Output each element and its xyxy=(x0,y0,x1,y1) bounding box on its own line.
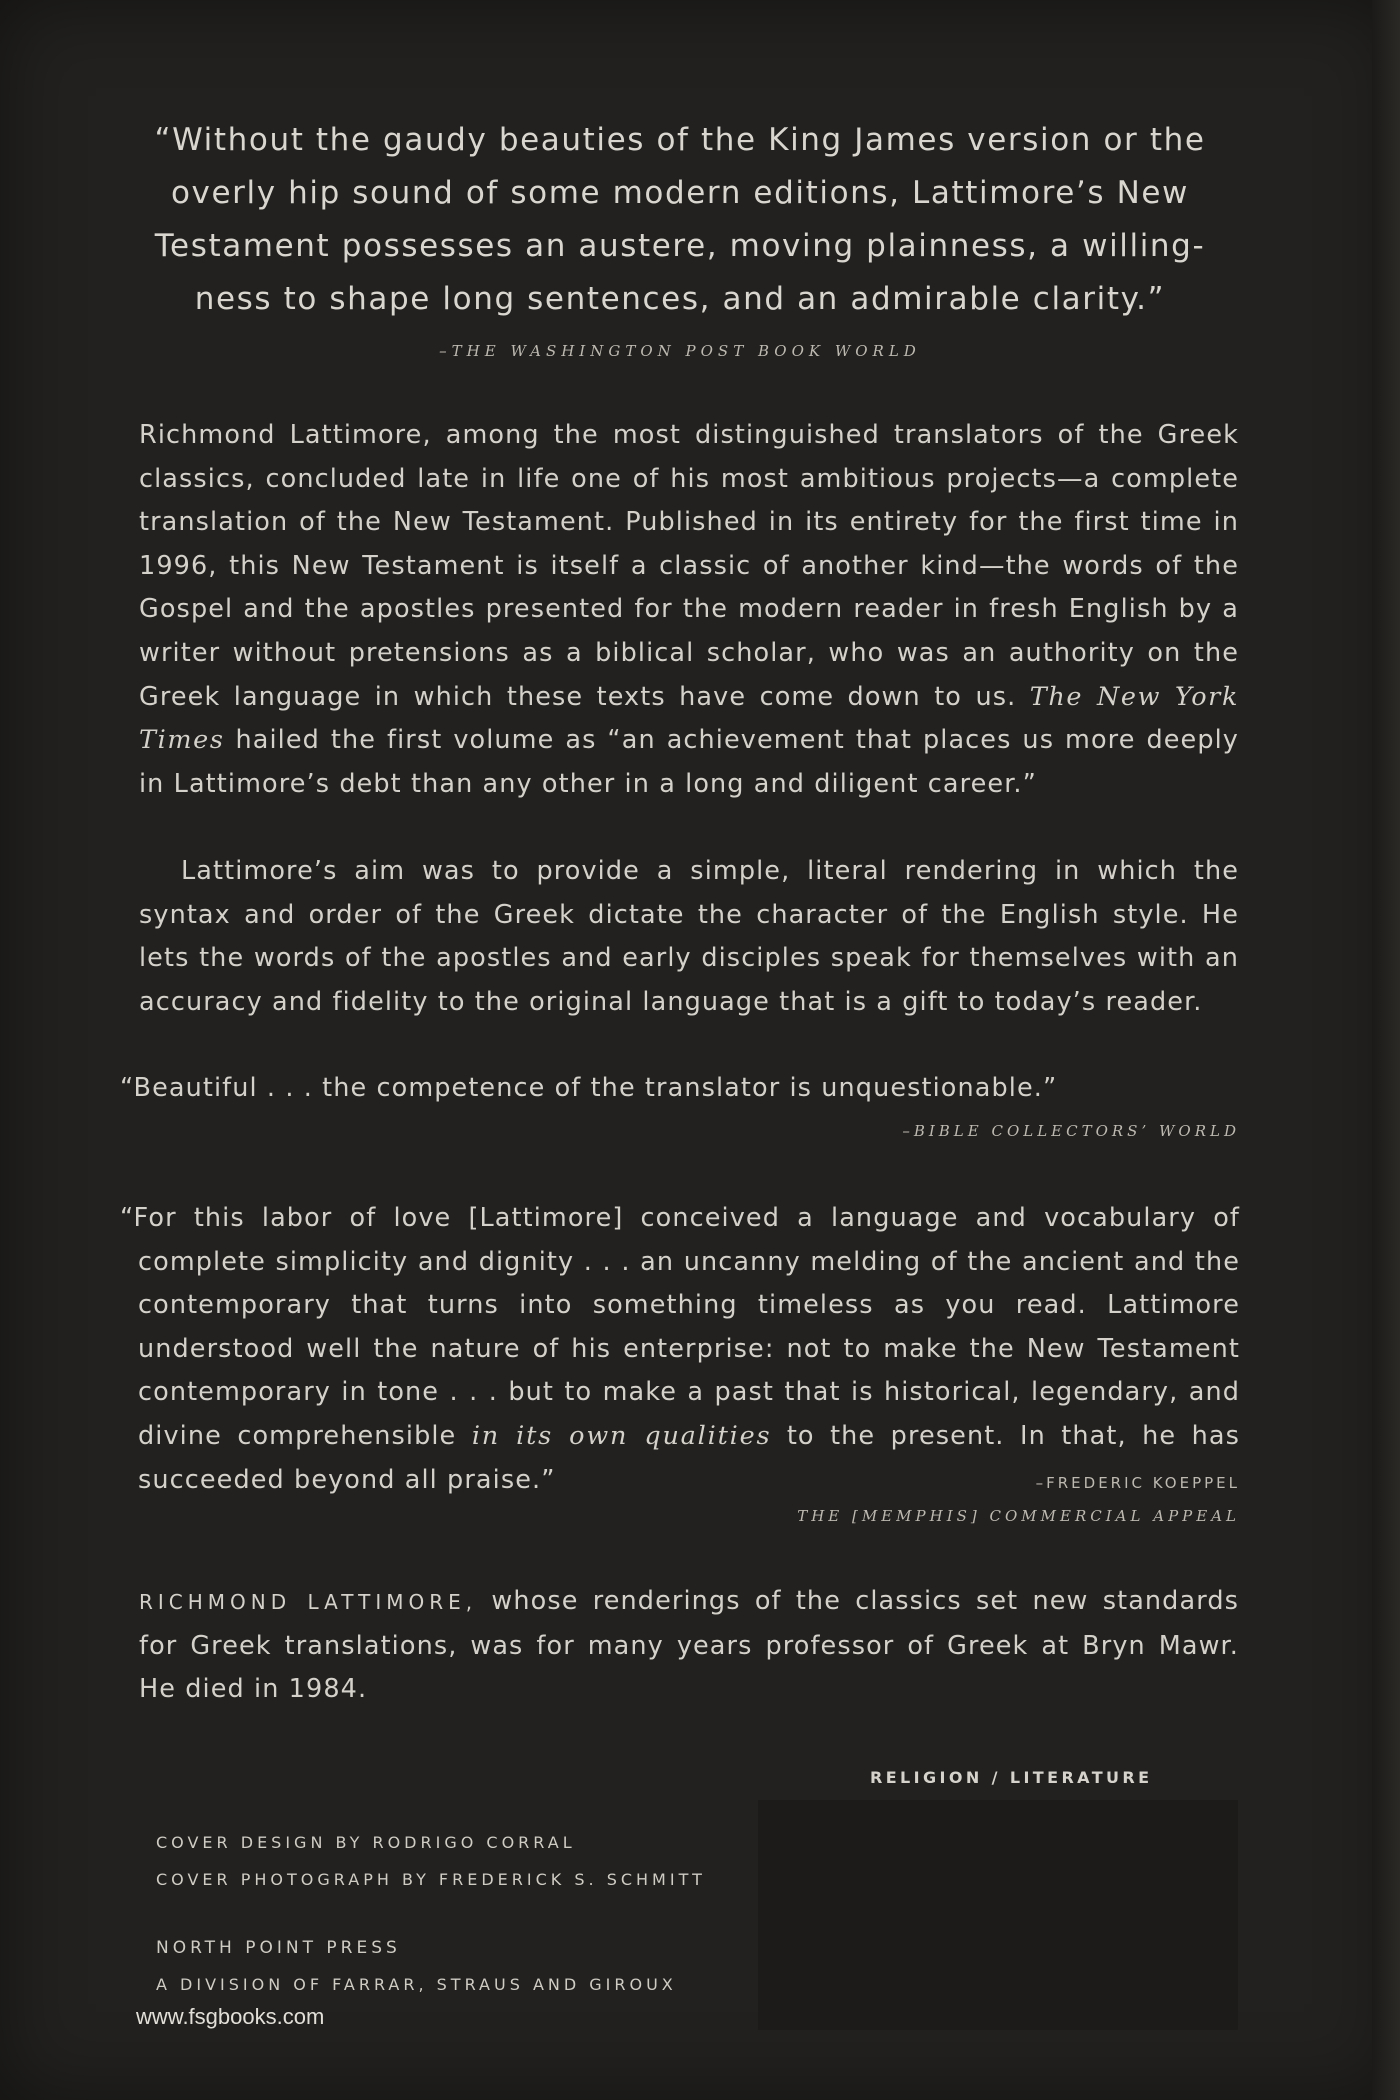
quote-text: “For this labor of love [Lattimore] conceived a language and vocabulary of complete simplicity and dignity . . . an uncanny melding of the ancient and the contemporary that turns into something timeless as you read. Lattimore understood well the nature of his enterprise: not to make the New Testament contemporary in tone . . . but to make a past that is historical, legendary, and divine comprehensible xyxy=(120,1203,1240,1451)
publisher-website[interactable]: www.fsgbooks.com xyxy=(136,2004,325,2029)
quote-line: Testament possesses an austere, moving plainness, a willing- xyxy=(154,228,1206,264)
barcode-area xyxy=(758,1800,1238,2030)
quote-line: “Without the gaudy beauties of the King James version or the xyxy=(154,122,1206,158)
nyt-title: The New York Times xyxy=(139,681,1239,756)
author-bio-text: whose renderings of the classics set new standards for Greek translations, was for many years professor of Greek at Bryn Mawr. He died in 1984. xyxy=(139,1586,1239,1705)
commercial-appeal-attribution: THE [MEMPHIS] COMMERCIAL APPEAL xyxy=(797,1507,1240,1525)
description-paragraph-1 xyxy=(139,414,1239,806)
quote-italic: in its own qualities xyxy=(471,1420,772,1451)
quote-line: overly hip sound of some modern editions, Lattimore’s New xyxy=(170,175,1190,211)
publisher-name: NORTH POINT PRESS xyxy=(156,1938,401,1958)
cover-photo-credit: COVER PHOTOGRAPH BY FREDERICK S. SCHMITT xyxy=(156,1870,706,1889)
bible-collectors-attribution: –BIBLE COLLECTORS’ WORLD xyxy=(902,1122,1240,1140)
description-text: Richmond Lattimore, among the most distinguished translators of the Greek classics, concluded late in life one of his most ambitious projects—a complete translation of the New Testament. Published in its entirety for the first time in 1996, this New Testament is itself a classic of another kind—the words of the Gospel and the apostles presented for the modern reader in fresh English by a writer without pretensions as a biblical scholar, who was an authority on the Greek language in which these texts have come down to us. xyxy=(139,420,1239,712)
author-name: RICHMOND LATTIMORE, xyxy=(139,1590,478,1614)
quote-text: to the present. In that, he has succeeded beyond all praise.” xyxy=(138,1420,1241,1495)
cover-spine-edge xyxy=(1372,0,1400,2100)
category-label: RELIGION / LITERATURE xyxy=(870,1768,1153,1787)
description-paragraph-2: Lattimore’s aim was to provide a simple, literal rendering in which the syntax and order of the Greek dictate the character of the English style. He lets the words of the apostles and early disciples speak for themselves with an accuracy and fidelity to the original language that is a gift to today’s reader. xyxy=(139,856,1239,1017)
quote-line: ness to shape long sentences, and an admirable clarity.” xyxy=(194,281,1166,317)
washington-post-attribution: –THE WASHINGTON POST BOOK WORLD xyxy=(439,342,921,360)
koeppel-attribution: –FREDERIC KOEPPEL xyxy=(1035,1474,1240,1492)
author-bio xyxy=(139,1580,1239,1712)
description-text: hailed the first volume as “an achievement that places us more deeply in Lattimore’s debt than any other in a long and diligent career.” xyxy=(139,725,1239,799)
washington-post-quote xyxy=(120,114,1240,326)
cover-design-credit: COVER DESIGN BY RODRIGO CORRAL xyxy=(156,1833,576,1852)
commercial-appeal-quote xyxy=(120,1197,1240,1502)
publisher-division: A DIVISION OF FARRAR, STRAUS AND GIROUX xyxy=(156,1975,677,1994)
bible-collectors-quote: “Beautiful . . . the competence of the translator is unquestionable.” xyxy=(120,1073,1058,1103)
